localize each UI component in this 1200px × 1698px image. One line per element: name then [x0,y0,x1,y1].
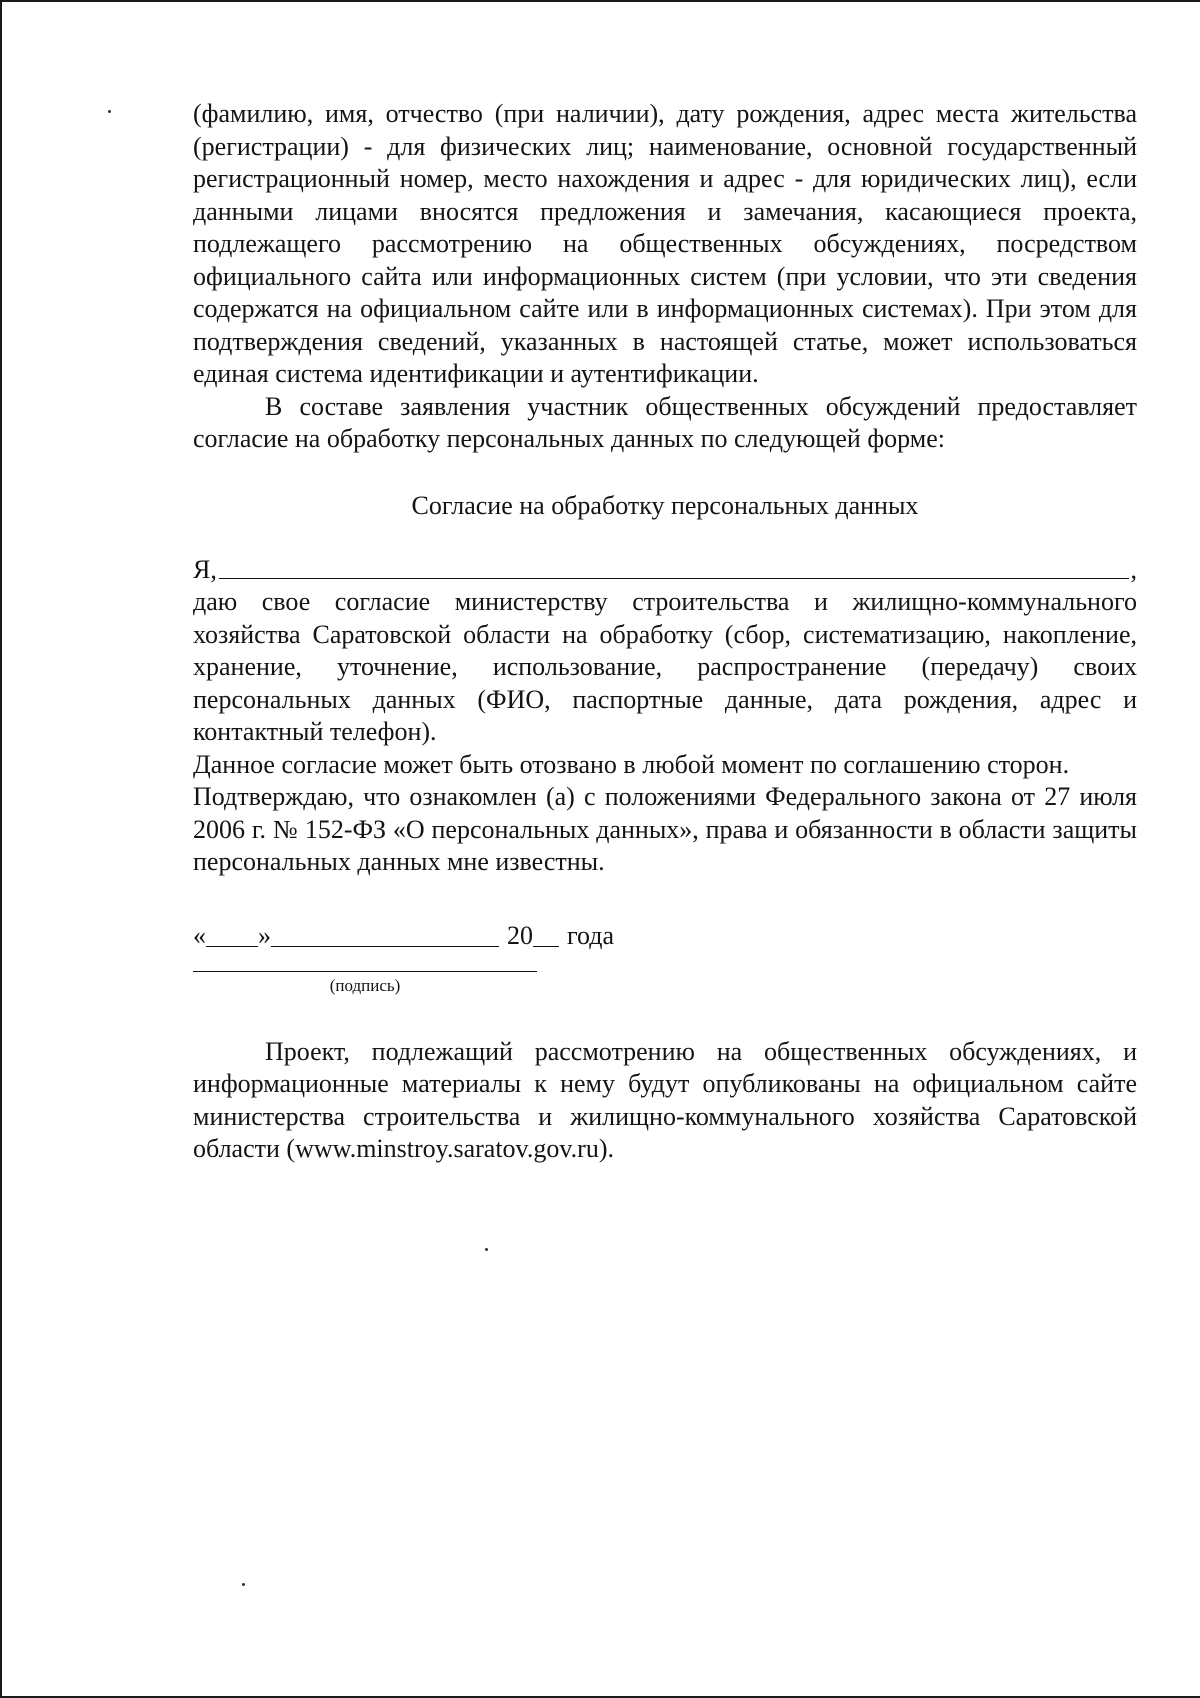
scan-speck [108,110,111,113]
continued-paragraph: (фамилию, имя, отчество (при наличии), дату рождения, адрес места жительства (регистрации) - для физических лиц; наименование, основной государственный регистрационный номер, место нахождения и адрес - для юридических лиц), если данными лицами вносятся предложения и замечания, касающиеся проекта, подлежащего рассмотрению на общественных обсуждениях, посредством официального сайта или информационных систем (при условии, что эти сведения содержатся на официальном сайте или в информационных системах). При этом для подтверждения сведений, указанных в настоящей статье, может использоваться единая система идентификации и аутентификации. [193,99,1137,388]
scan-speck [485,1248,488,1251]
date-open-quote: « [193,921,206,950]
year-prefix: 20 [507,921,533,950]
publication-paragraph: Проект, подлежащий рассмотрению на общественных обсуждениях, и информационные материалы к нему будут опубликованы на официальном сайте министерства строительства и жилищно-коммунального хозяйства Саратовской области (www.minstroy.saratov.gov.ru). [193,1036,1137,1163]
year-suffix: года [567,921,615,950]
consent-form-title: Согласие на обработку персональных данных [411,490,919,520]
consent-body-paragraph: даю свое согласие министерству строительства и жилищно-коммунального хозяйства Саратовской области на обработку (сбор, систематизацию, накопление, хранение, уточнение, использование, распространение (передачу) своих персональных данных (ФИО, паспортные данные, дата рождения, адрес и контактный телефон). [193,587,1137,746]
name-blank-field [219,578,1129,579]
consent-intro-paragraph: В составе заявления участник общественных обсуждений предоставляет согласие на обработку персональных данных по следующей форме: [193,391,1137,453]
date-fill-line [193,919,1137,953]
signature-line [193,971,537,972]
consent-revocation-paragraph: Данное согласие может быть отозвано в любой момент по соглашению сторон. [193,749,1070,779]
name-suffix: , [1130,554,1137,584]
name-prefix: Я, [193,554,217,584]
month-blank-field [271,945,499,947]
name-fill-line [193,552,1137,586]
signature-caption: (подпись) [329,975,401,995]
scan-speck [242,1583,245,1586]
page-top-border [2,0,1200,2]
consent-acknowledgement-paragraph: Подтверждаю, что ознакомлен (а) с положениями Федерального закона от 27 июля 2006 г. № 152-ФЗ «О персональных данных», права и обязанности в области защиты персональных данных мне известны. [193,782,1137,876]
day-blank-field [206,945,258,947]
date-close-quote: » [258,921,271,950]
document-body [193,98,1137,1166]
year-blank-field [533,945,559,947]
